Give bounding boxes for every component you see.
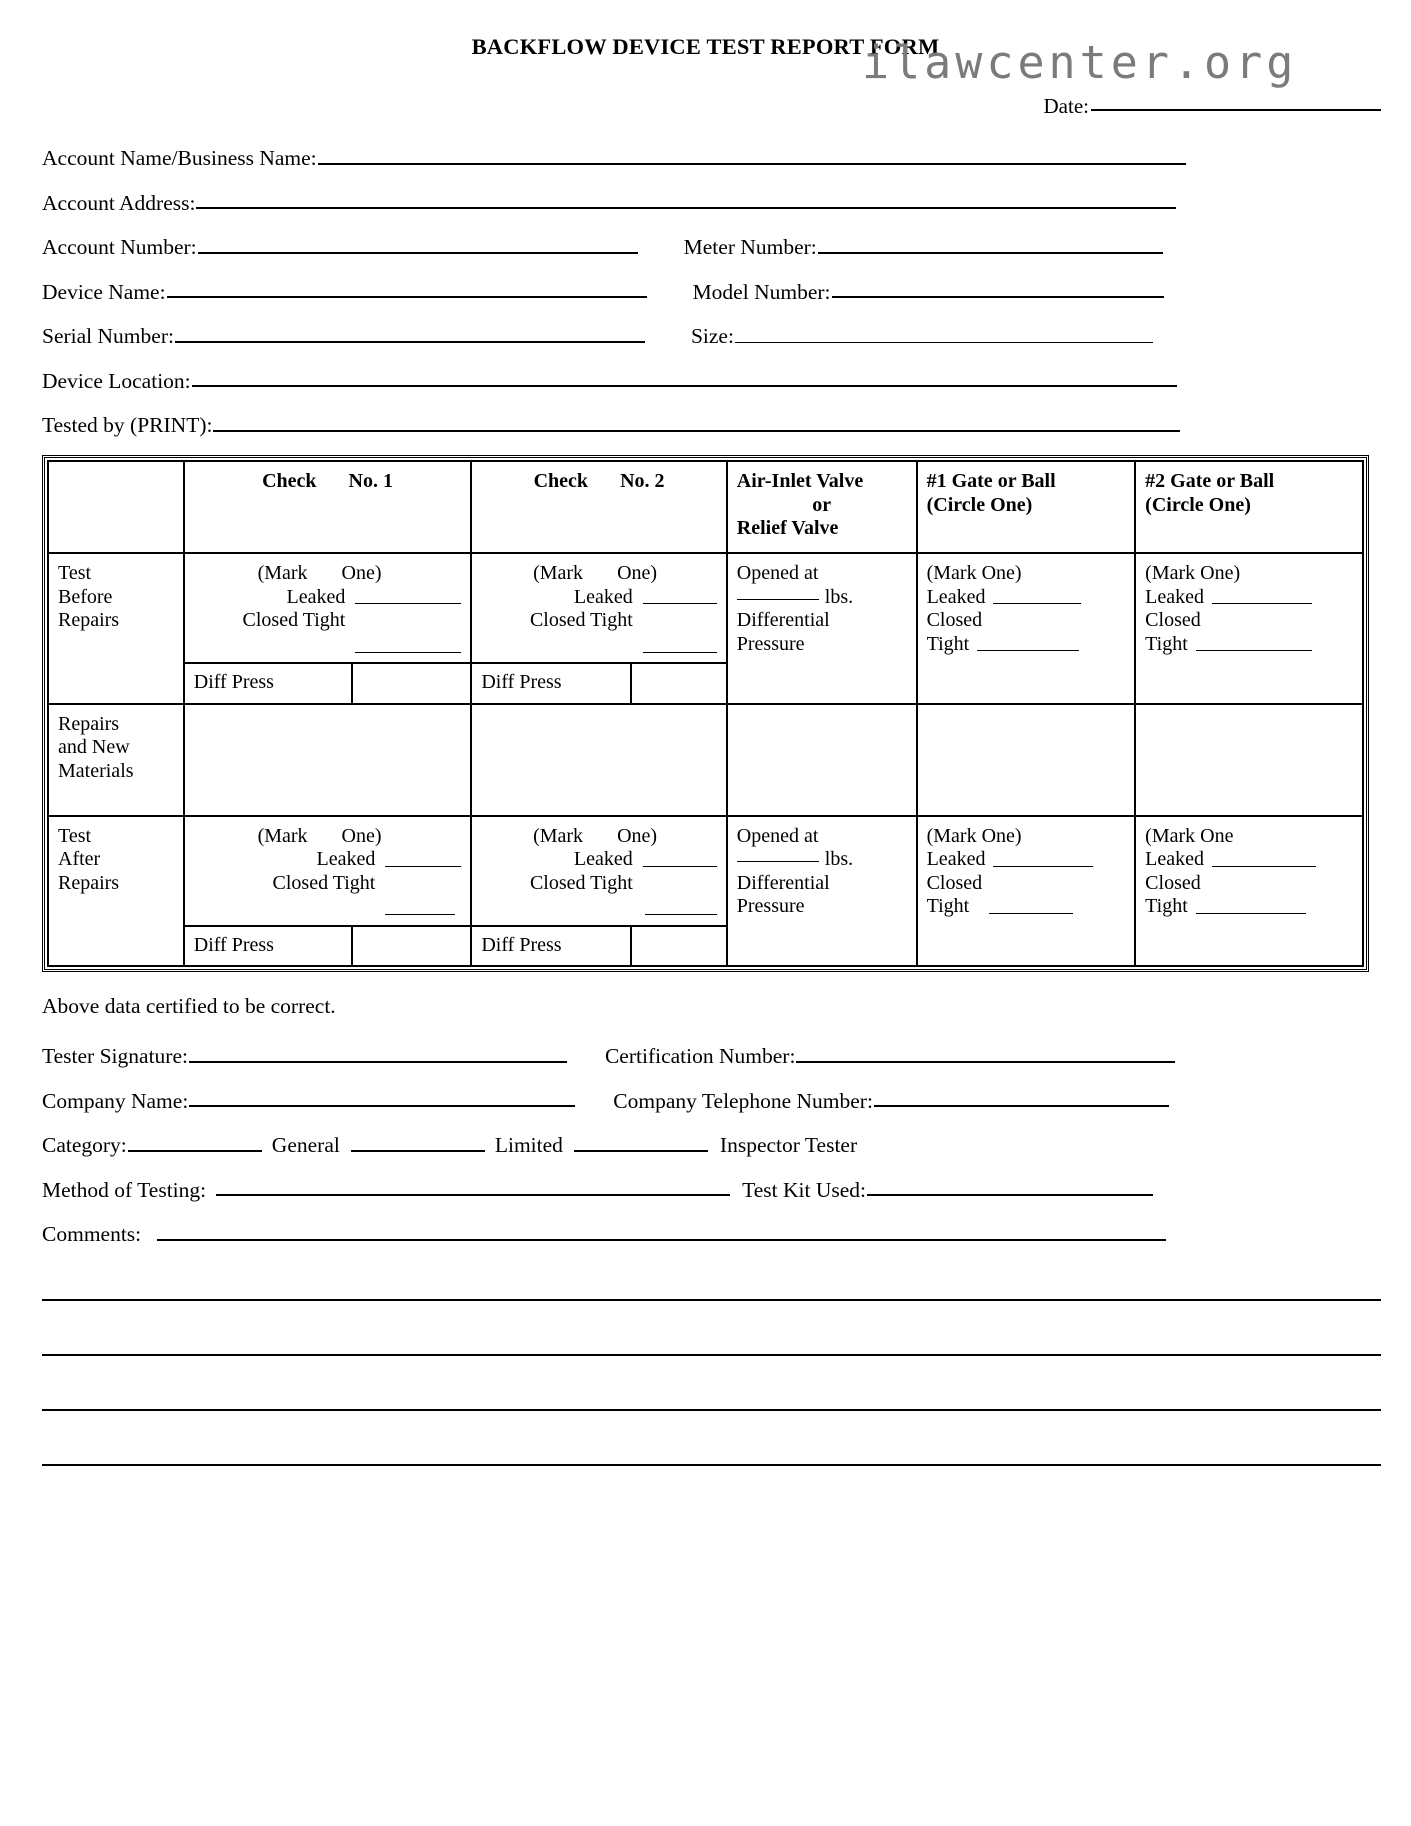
before-check1-markone: [194, 562, 462, 586]
field-row-method-testkit: [42, 1179, 1381, 1202]
gate1-line1: #1 Gate or Ball: [926, 469, 1056, 492]
after-check1-diffpress-value[interactable]: [352, 927, 470, 966]
field-row-account-name: [42, 147, 1381, 170]
after-check2-one: One): [617, 824, 658, 847]
comments-line-5[interactable]: [42, 1463, 1381, 1466]
serial-number-input-line[interactable]: [175, 340, 645, 343]
size-label: Size:: [690, 324, 734, 349]
device-name-input-line[interactable]: [167, 295, 647, 298]
after-check1-one: One): [341, 824, 382, 847]
account-number-input-line[interactable]: [198, 251, 638, 254]
head-spacer: [588, 470, 620, 494]
test-results-table-wrapper: [42, 455, 1369, 972]
after-label-l1: Test: [58, 824, 92, 847]
field-row-account-meter: [42, 236, 1381, 259]
after-check2-leaked-row[interactable]: [481, 848, 716, 872]
method-of-testing-label: Method of Testing:: [42, 1177, 207, 1202]
tester-signature-label: Tester Signature:: [42, 1044, 188, 1069]
after-check2-mark: (Mark: [533, 824, 584, 847]
after-check2-spacer: [643, 889, 717, 890]
check-no1-head: [194, 470, 462, 494]
model-number-input-line[interactable]: [832, 295, 1164, 298]
after-air-pressure: Pressure: [736, 895, 805, 918]
account-address-input-line[interactable]: [196, 206, 1176, 209]
before-gate1-tight-line[interactable]: [977, 649, 1079, 651]
after-check2-marks: [472, 817, 725, 925]
after-check2-closedtight-line[interactable]: [645, 913, 717, 915]
before-gate2-leaked-row[interactable]: [1145, 586, 1353, 610]
company-name-field: [42, 1090, 575, 1113]
before-check2-cell: [471, 553, 726, 704]
before-gate1-cell[interactable]: [917, 553, 1136, 704]
no2-label: No. 2: [620, 469, 665, 492]
after-check1-mark: (Mark: [257, 824, 308, 847]
gate2-line2: (Circle One): [1145, 493, 1251, 516]
comments-extra-lines: [0, 1298, 1411, 1466]
header-cell-gate2: [1135, 461, 1363, 553]
account-name-input-line[interactable]: [318, 162, 1186, 165]
table-row-repairs-new-materials: [48, 704, 1363, 816]
after-label-l2: After: [58, 848, 101, 871]
before-air-pressure: Pressure: [736, 632, 805, 655]
after-check2-closedtight-label: Closed Tight: [529, 871, 633, 894]
after-check1-closedtight-line[interactable]: [385, 913, 455, 915]
after-check1-diffpress-area: [185, 925, 471, 966]
after-check2-diffpress-area: [472, 925, 725, 966]
category-label: Category:: [42, 1133, 127, 1158]
date-field-row: [0, 94, 1411, 119]
before-air-lbs-label: lbs.: [824, 585, 854, 608]
model-number-label: Model Number:: [692, 279, 831, 304]
header-cell-check-no2: [471, 461, 726, 553]
before-check2-marks: [472, 554, 725, 662]
before-check1-closedtight-row[interactable]: [194, 609, 462, 633]
comments-input-line[interactable]: [157, 1238, 1166, 1241]
after-check2-diffpress-label: Diff Press: [472, 927, 630, 966]
after-check1-options: [194, 848, 462, 915]
after-gate2-closed: Closed: [1145, 871, 1201, 894]
repairs-check1-value[interactable]: [184, 704, 472, 816]
comments-line-2[interactable]: [42, 1298, 1381, 1301]
field-row-signature-cert: [42, 1045, 1381, 1068]
before-check1-diffpress-area: [185, 662, 471, 703]
before-gate2-tight-line[interactable]: [1196, 649, 1312, 651]
after-air-opened-at: Opened at: [736, 824, 819, 847]
header-cell-blank: [48, 461, 184, 553]
before-air-lbs-row: [737, 586, 907, 610]
air-inlet-line1: Air-Inlet Valve: [736, 469, 864, 492]
test-kit-used-label: Test Kit Used:: [742, 1177, 867, 1202]
before-gate1-leaked-row[interactable]: [927, 586, 1126, 610]
after-gate2-markone: (Mark One: [1145, 824, 1234, 847]
after-gate1-cell[interactable]: [917, 816, 1136, 967]
after-label-l3: Repairs: [58, 871, 120, 894]
tested-by-label: Tested by (PRINT):: [42, 413, 213, 438]
row-label-repairs: [48, 704, 184, 816]
after-check2-leaked-label: Leaked: [573, 848, 633, 871]
after-check1-diffpress-label: Diff Press: [185, 927, 353, 966]
before-check2-spacer: [643, 627, 717, 628]
before-check1-options: [194, 586, 462, 653]
no1-label: No. 1: [348, 469, 393, 492]
before-check2-diffpress-value[interactable]: [631, 664, 726, 703]
account-fields: [0, 147, 1411, 437]
before-check1-leaked-line[interactable]: [355, 602, 461, 604]
category-general-line[interactable]: [128, 1149, 262, 1152]
field-row-tested-by: [42, 414, 1381, 437]
tested-by-input-line[interactable]: [213, 429, 1180, 432]
before-label-l2: Before: [58, 585, 113, 608]
after-air-lbs-line[interactable]: [737, 860, 819, 862]
after-gate1-leaked-row[interactable]: [927, 848, 1126, 872]
field-row-account-address: [42, 192, 1381, 215]
company-name-label: Company Name:: [42, 1088, 189, 1113]
before-check1-diffpress-table: [185, 664, 471, 703]
before-gate1-markone: (Mark One): [926, 561, 1022, 584]
device-name-field: [42, 281, 647, 304]
after-check1-closedtight-row[interactable]: [194, 872, 462, 896]
after-check1-closedtight-label: Closed Tight: [272, 871, 376, 894]
after-check2-cell: [471, 816, 726, 967]
after-check1-diffpress-table: [185, 927, 471, 966]
footer-fields: [0, 1045, 1411, 1246]
after-gate2-tight-label: Tight: [1145, 895, 1188, 918]
after-check1-leaked-label: Leaked: [316, 848, 376, 871]
before-check2-diffpress-area: [472, 662, 725, 703]
after-gate1-tight-line[interactable]: [989, 912, 1073, 914]
after-gate1-markone: (Mark One): [926, 824, 1022, 847]
comments-line-4[interactable]: [42, 1408, 1381, 1411]
test-kit-used-field: [742, 1179, 1153, 1202]
tester-signature-input-line[interactable]: [189, 1060, 567, 1063]
before-gate1-closed: Closed: [926, 609, 983, 632]
before-label-l1: Test: [58, 561, 92, 584]
after-gate2-leaked-row[interactable]: [1145, 848, 1353, 872]
certification-number-input-line[interactable]: [796, 1060, 1175, 1063]
before-check2-closedtight-label: Closed Tight: [529, 609, 633, 632]
before-check2-diffpress-label: Diff Press: [472, 664, 630, 703]
page-title: BACKFLOW DEVICE TEST REPORT FORM: [471, 34, 940, 59]
date-input-line[interactable]: [1091, 108, 1381, 111]
repairs-label-l1: Repairs: [58, 712, 120, 735]
before-check2-closedtight-row[interactable]: [481, 609, 716, 633]
after-check2-diffpress-table: [472, 927, 725, 966]
method-of-testing-field: [42, 1179, 730, 1202]
table-row-test-before-repairs: [48, 553, 1363, 704]
before-gate2-leaked-label: Leaked: [1145, 585, 1205, 608]
account-name-label: Account Name/Business Name:: [42, 146, 317, 170]
after-gate1-tight-label: Tight: [926, 895, 970, 918]
before-air-inlet-cell[interactable]: [727, 553, 917, 704]
device-location-label: Device Location:: [42, 368, 191, 393]
account-number-label: Account Number:: [42, 235, 197, 260]
serial-number-field: [42, 325, 645, 348]
before-check1-mark: (Mark: [257, 561, 308, 584]
before-check1-leaked-label: Leaked: [286, 585, 346, 608]
after-gate2-tight-row[interactable]: [1145, 895, 1353, 919]
company-phone-label: Company Telephone Number:: [613, 1088, 873, 1113]
serial-number-label: Serial Number:: [42, 324, 174, 349]
category-limited-label: Limited: [494, 1133, 563, 1158]
company-phone-field: [613, 1090, 1169, 1113]
after-check1-markone: [194, 825, 462, 849]
after-air-inlet-cell[interactable]: [727, 816, 917, 967]
after-gate2-tight-line[interactable]: [1196, 912, 1306, 914]
header-cell-gate1: [917, 461, 1136, 553]
test-results-table: [47, 460, 1364, 967]
table-row-test-after-repairs: [48, 816, 1363, 967]
before-check2-markone: [481, 562, 716, 586]
field-row-company: [42, 1090, 1381, 1113]
before-check1-closedtight-line[interactable]: [355, 651, 461, 653]
field-row-serial-size: [42, 325, 1381, 348]
title-row: [0, 0, 1411, 89]
certification-number-label: Certification Number:: [604, 1044, 796, 1069]
test-kit-used-input-line[interactable]: [867, 1193, 1153, 1196]
check-no2-head: [481, 470, 716, 494]
repairs-gate2-value[interactable]: [1135, 704, 1363, 816]
check-label-1: Check: [262, 469, 317, 492]
before-check2-leaked-row[interactable]: [481, 586, 716, 610]
after-check1-spacer: [385, 889, 461, 890]
meter-number-field: [684, 236, 1163, 259]
before-gate2-tight-row[interactable]: [1145, 633, 1353, 657]
after-check1-leaked-row[interactable]: [194, 848, 462, 872]
repairs-label-l2: and New: [58, 736, 130, 759]
repairs-air-value[interactable]: [727, 704, 917, 816]
after-check2-diffpress-value[interactable]: [631, 927, 726, 966]
after-air-lbs-label: lbs.: [824, 848, 854, 871]
after-air-lbs-row: [737, 848, 907, 872]
before-gate2-tight-label: Tight: [1145, 632, 1188, 655]
after-gate2-cell[interactable]: [1135, 816, 1363, 967]
before-check2-diffpress-table: [472, 664, 725, 703]
before-check2-closedtight-line[interactable]: [643, 651, 717, 653]
before-check2-mark: (Mark: [533, 561, 584, 584]
after-gate2-leaked-line[interactable]: [1212, 865, 1316, 867]
after-gate1-leaked-label: Leaked: [926, 848, 986, 871]
before-check1-one: One): [341, 561, 382, 584]
tester-signature-field: [42, 1045, 567, 1068]
category-inspector-line[interactable]: [574, 1149, 708, 1152]
row-label-after: [48, 816, 184, 967]
before-gate2-cell[interactable]: [1135, 553, 1363, 704]
size-field: [691, 325, 1153, 348]
certified-statement: Above data certified to be correct.: [42, 994, 336, 1019]
meter-number-input-line[interactable]: [818, 251, 1163, 254]
comments-label: Comments:: [42, 1222, 142, 1247]
before-check1-closedtight-label: Closed Tight: [242, 609, 346, 632]
gate1-line2: (Circle One): [926, 493, 1033, 516]
after-check2-leaked-line[interactable]: [643, 865, 717, 867]
before-check1-diffpress-label: Diff Press: [185, 664, 353, 703]
before-check2-one: One): [617, 561, 658, 584]
before-check1-cell: [184, 553, 472, 704]
head-spacer: [317, 470, 349, 494]
field-row-category: [42, 1134, 1381, 1157]
date-label: Date:: [1043, 94, 1089, 118]
check-label-2: Check: [533, 469, 589, 492]
before-gate2-leaked-line[interactable]: [1212, 602, 1312, 604]
device-location-input-line[interactable]: [192, 384, 1177, 387]
method-of-testing-input-line[interactable]: [216, 1193, 730, 1196]
certification-number-field: [605, 1045, 1175, 1068]
model-number-field: [693, 281, 1164, 304]
comments-line-3[interactable]: [42, 1353, 1381, 1356]
after-check1-leaked-line[interactable]: [385, 865, 461, 867]
repairs-label-l3: Materials: [58, 759, 134, 782]
meter-number-label: Meter Number:: [683, 235, 817, 260]
before-gate1-tight-row[interactable]: [927, 633, 1126, 657]
account-number-field: [42, 236, 638, 259]
before-air-lbs-line[interactable]: [737, 598, 819, 600]
gate2-line1: #2 Gate or Ball: [1145, 469, 1275, 492]
category-inspector-label: Inspector Tester: [719, 1133, 858, 1158]
before-gate1-tight-label: Tight: [926, 632, 970, 655]
field-row-comments: [42, 1223, 1381, 1246]
before-gate1-leaked-label: Leaked: [926, 585, 986, 608]
after-check2-closedtight-row[interactable]: [481, 872, 716, 896]
before-air-opened-at: Opened at: [736, 561, 819, 584]
air-inlet-line3: Relief Valve: [736, 517, 839, 540]
header-cell-check-no1: [184, 461, 472, 553]
account-address-label: Account Address:: [42, 190, 196, 215]
company-phone-input-line[interactable]: [874, 1104, 1169, 1107]
category-limited-line[interactable]: [351, 1149, 485, 1152]
after-air-differential: Differential: [736, 871, 830, 894]
before-gate2-markone: (Mark One): [1145, 561, 1241, 584]
size-input-line[interactable]: [735, 341, 1153, 343]
after-gate1-tight-row[interactable]: [927, 895, 1126, 919]
after-check1-marks: [185, 817, 471, 925]
after-gate1-leaked-line[interactable]: [993, 865, 1093, 867]
repairs-gate1-value[interactable]: [917, 704, 1136, 816]
device-name-label: Device Name:: [42, 279, 166, 304]
header-cell-air-inlet-valve: [727, 461, 917, 553]
row-label-before: [48, 553, 184, 704]
before-air-differential: Differential: [736, 609, 830, 632]
watermark-text: ilawcenter.org: [862, 36, 1298, 89]
category-general-label: General: [271, 1133, 340, 1158]
before-check1-diffpress-value[interactable]: [352, 664, 470, 703]
after-gate2-leaked-label: Leaked: [1145, 848, 1205, 871]
field-row-device-model: [42, 281, 1381, 304]
air-inlet-line2: or: [812, 493, 832, 516]
company-name-input-line[interactable]: [189, 1104, 575, 1107]
before-check1-spacer: [355, 627, 461, 628]
before-check2-leaked-label: Leaked: [573, 585, 633, 608]
after-check2-options: [481, 848, 716, 915]
after-check2-markone: [481, 825, 716, 849]
before-label-l3: Repairs: [58, 609, 120, 632]
repairs-check2-value[interactable]: [471, 704, 726, 816]
before-check2-leaked-line[interactable]: [643, 602, 717, 604]
before-gate2-closed: Closed: [1145, 609, 1201, 632]
before-check2-options: [481, 586, 716, 653]
field-row-device-location: [42, 370, 1381, 393]
before-check1-marks: [185, 554, 471, 662]
before-gate1-leaked-line[interactable]: [993, 602, 1081, 604]
before-check1-leaked-row[interactable]: [194, 586, 462, 610]
table-header-row: [48, 461, 1363, 553]
after-check1-cell: [184, 816, 472, 967]
after-gate1-closed: Closed: [926, 871, 983, 894]
